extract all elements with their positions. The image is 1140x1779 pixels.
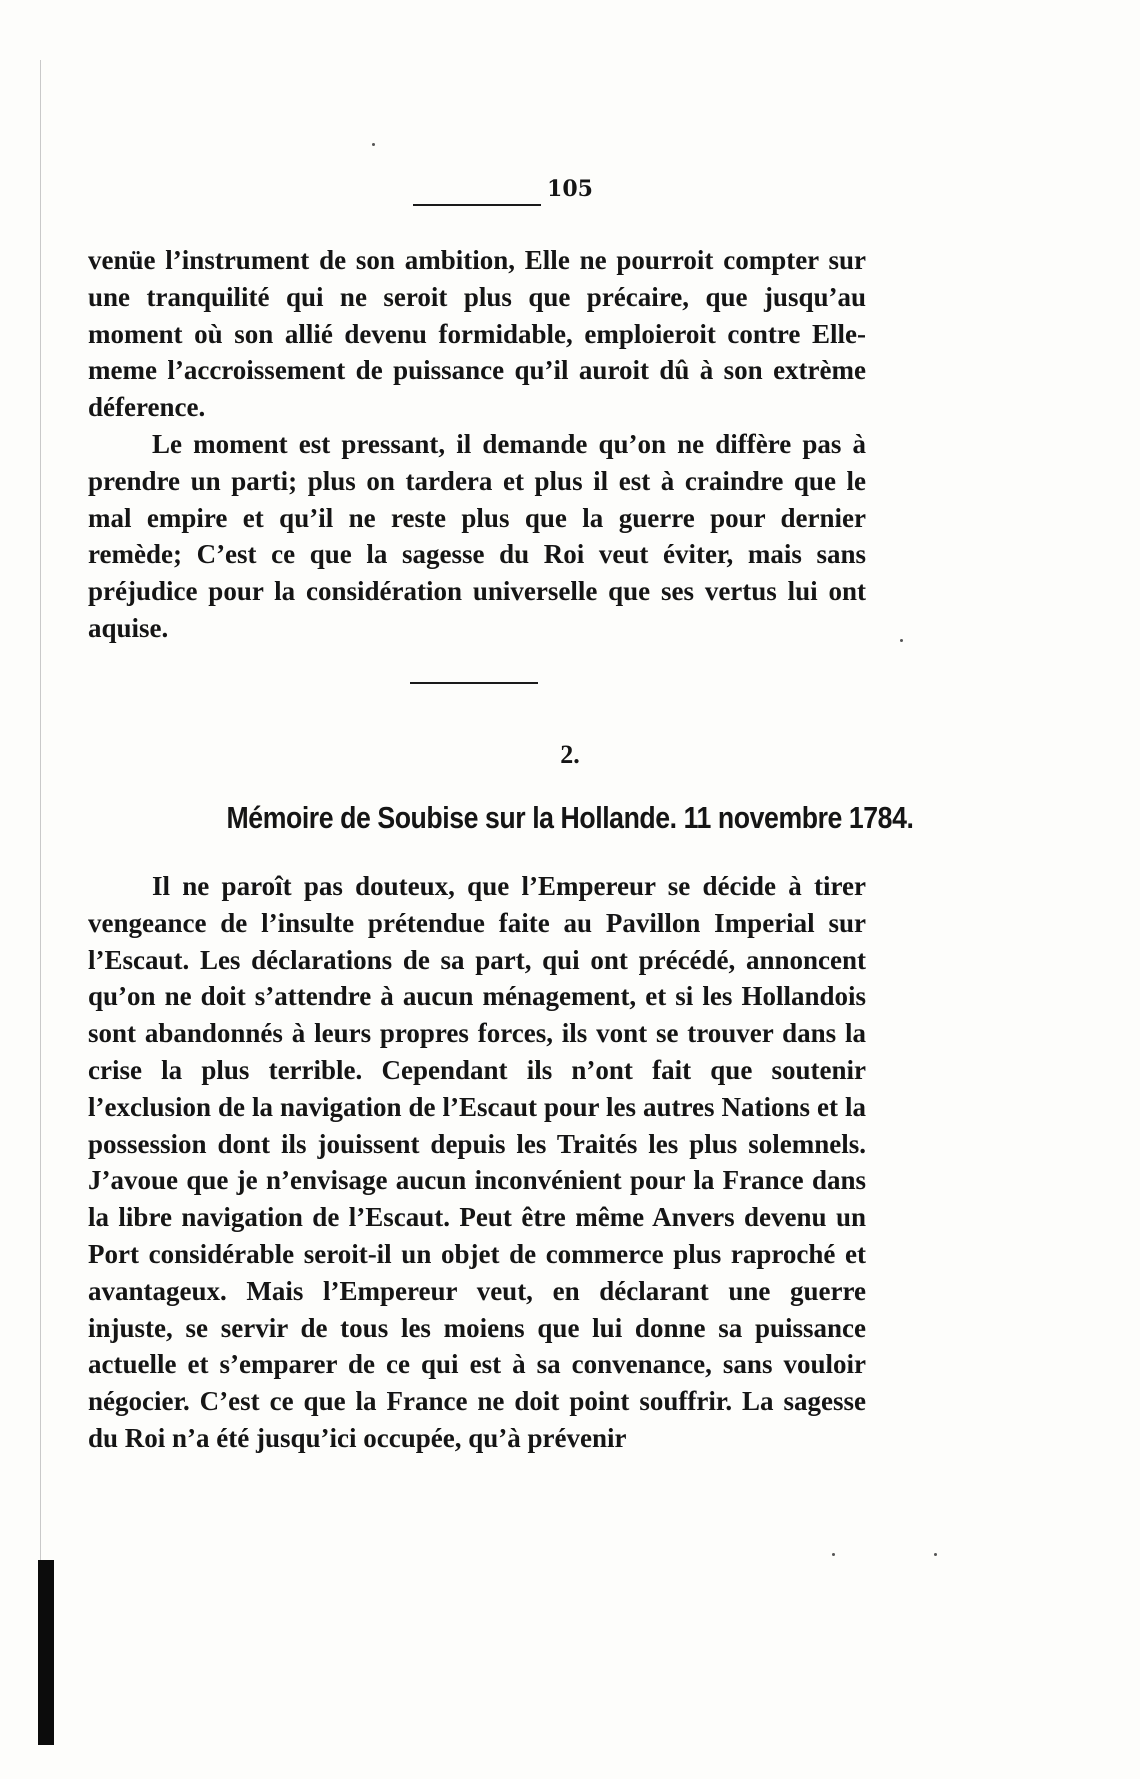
- scan-speck: [900, 639, 903, 642]
- section-number: 2.: [560, 740, 580, 769]
- section-1-text: [88, 242, 866, 647]
- section-2-text: [88, 868, 866, 1457]
- paragraph: Le moment est pressant, il demande qu’on ne diffère pas à prendre un parti; plus on tardera et plus il est à craindre que le mal empire et qu’il ne reste plus que la guerre pour dernier remède; C’est ce que la sagesse du Roi veut éviter, mais sans préjudice pour la considération universelle que ses vertus lui ont aquise.: [88, 428, 866, 643]
- paragraph: Il ne paroît pas douteux, que l’Empereur se décide à tirer vengeance de l’insulte prétendue faite au Pavillon Imperial sur l’Escaut. Les déclarations de sa part, qui ont précédé, annoncent qu’on ne doit s’attendre à aucun ménagement, et si les Hollandois sont abandonnés à leurs propres forces, ils vont se trouver dans la crise la plus terrible. Cependant ils n’ont fait que soutenir l’exclusion de la navigation de l’Escaut pour les autres Nations et la possession dont ils jouissent depuis les Traités les plus solemnels. J’avoue que je n’envisage aucun inconvénient pour la France dans la libre navigation de l’Escaut. Peut être même Anvers devenu un Port considérable seroit-il un objet de commerce plus raproché et avantageux. Mais l’Empereur veut, en déclarant une guerre injuste, se servir de tous les moiens que lui donne sa puissance actuelle et s’emparer de ce qui est à sa convenance, sans vouloir négocier. C’est ce que la France ne doit point souffrir. La sagesse du Roi n’a été jusqu’ici occupée, qu’à prévenir: [88, 871, 866, 1453]
- page-number: 105: [547, 176, 593, 202]
- section-divider: [410, 682, 538, 684]
- header-rule: [413, 204, 541, 206]
- section-title: Mémoire de Soubise sur la Hollande. 11 novembre 1784.: [226, 800, 914, 835]
- scan-margin-line: [40, 60, 41, 1560]
- scan-speck: [934, 1553, 937, 1556]
- scan-margin-shadow: [38, 1560, 54, 1745]
- scan-speck: [372, 143, 375, 146]
- paragraph: venüe l’instrument de son ambition, Elle ne pourroit compter sur une tranquilité qui ne seroit plus que précaire, que jusqu’au moment où son allié devenu formidable, emploieroit contre Elle-meme l’accroissement de puissance qu’il auroit dû à son extrème déference.: [88, 245, 866, 423]
- scan-speck: [832, 1553, 835, 1556]
